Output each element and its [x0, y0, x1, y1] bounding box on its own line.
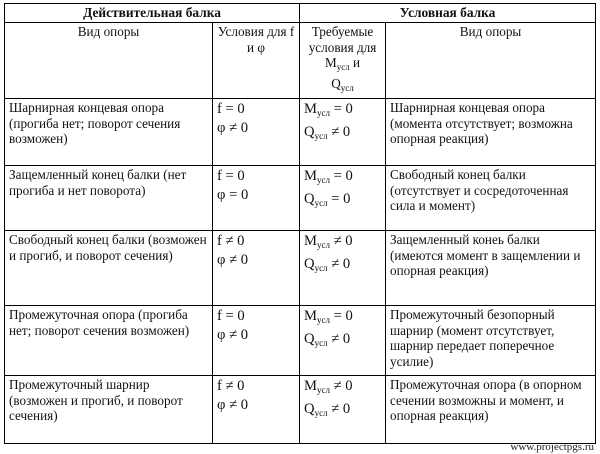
shear-condition: $Q_{усл} \ne 0$	[304, 401, 351, 418]
header-real-beam: Действительная балка	[5, 4, 300, 23]
beam-analogy-table	[4, 3, 596, 444]
header-required-conditions: Требуемые условия для $M_{усл}$ и $Q_{усл}$	[300, 23, 386, 99]
moment-condition: $M_{усл} = 0$	[304, 101, 353, 118]
shear-condition: $Q_{усл} = 0$	[304, 191, 351, 208]
rotation-condition: φ ≠ 0	[217, 252, 249, 268]
moment-condition: $M_{усл} = 0$	[304, 168, 353, 185]
header-support-type-real: Вид опоры	[5, 23, 213, 99]
m-q-conditions	[300, 99, 386, 166]
conditional-support-description: Промежуточная опора (в опорном сечении возможны и момент, и опорная реакция)	[386, 376, 596, 444]
table-row	[5, 231, 596, 306]
m-q-conditions	[300, 306, 386, 376]
deflection-condition: f = 0	[217, 308, 245, 324]
deflection-condition: f = 0	[217, 168, 245, 184]
conditional-support-description: Промежуточный безопорный шарнир (момент отсутствует, шарнир передает поперечное усилие)	[386, 306, 596, 376]
rotation-condition: φ = 0	[217, 187, 249, 203]
table-row	[5, 376, 596, 444]
table-row	[5, 99, 596, 166]
m-q-conditions	[300, 231, 386, 306]
header-conditional-beam: Условная балка	[300, 4, 596, 23]
rotation-condition: φ ≠ 0	[217, 397, 249, 413]
deflection-condition: f ≠ 0	[217, 233, 245, 249]
table-row	[5, 306, 596, 376]
moment-condition: $M_{усл} = 0$	[304, 308, 353, 325]
real-support-description: Свободный конец балки (возможен и прогиб, и поворот сечения)	[5, 231, 213, 306]
shear-condition: $Q_{усл} \ne 0$	[304, 331, 351, 348]
table-row	[5, 166, 596, 231]
header-conditions-f-phi: Условия для f и φ	[213, 23, 300, 99]
shear-condition: $Q_{усл} \ne 0$	[304, 256, 351, 273]
shear-condition: $Q_{усл} \ne 0$	[304, 124, 351, 141]
real-support-description: Защемленный конец балки (нет прогиба и нет поворота)	[5, 166, 213, 231]
deflection-condition: f = 0	[217, 101, 245, 117]
real-support-description: Промежуточная опора (прогиба нет; поворот сечения возможен)	[5, 306, 213, 376]
conditional-support-description: Свободный конец балки (отсутствует и сосредоточенная сила и момент)	[386, 166, 596, 231]
conditional-support-description: Шарнирная концевая опора (момента отсутствует; возможна опорная реакция)	[386, 99, 596, 166]
f-phi-conditions	[213, 231, 300, 306]
f-phi-conditions	[213, 306, 300, 376]
f-phi-conditions	[213, 99, 300, 166]
moment-condition: $M_{усл} \ne 0$	[304, 233, 353, 250]
m-q-conditions	[300, 376, 386, 444]
moment-condition: $M_{усл} \ne 0$	[304, 378, 353, 395]
f-phi-conditions	[213, 166, 300, 231]
rotation-condition: φ ≠ 0	[217, 327, 249, 343]
real-support-description: Шарнирная концевая опора (прогиба нет; поворот сечения возможен)	[5, 99, 213, 166]
header-support-type-cond: Вид опоры	[386, 23, 596, 99]
rotation-condition: φ ≠ 0	[217, 120, 249, 136]
source-watermark: www.projectpgs.ru	[510, 441, 594, 453]
m-q-conditions	[300, 166, 386, 231]
conditional-support-description: Защемленный конеь балки (имеются момент в защемлении и опорная реакция)	[386, 231, 596, 306]
deflection-condition: f ≠ 0	[217, 378, 245, 394]
real-support-description: Промежуточный шарнир (возможен и прогиб, и поворот сечения)	[5, 376, 213, 444]
f-phi-conditions	[213, 376, 300, 444]
